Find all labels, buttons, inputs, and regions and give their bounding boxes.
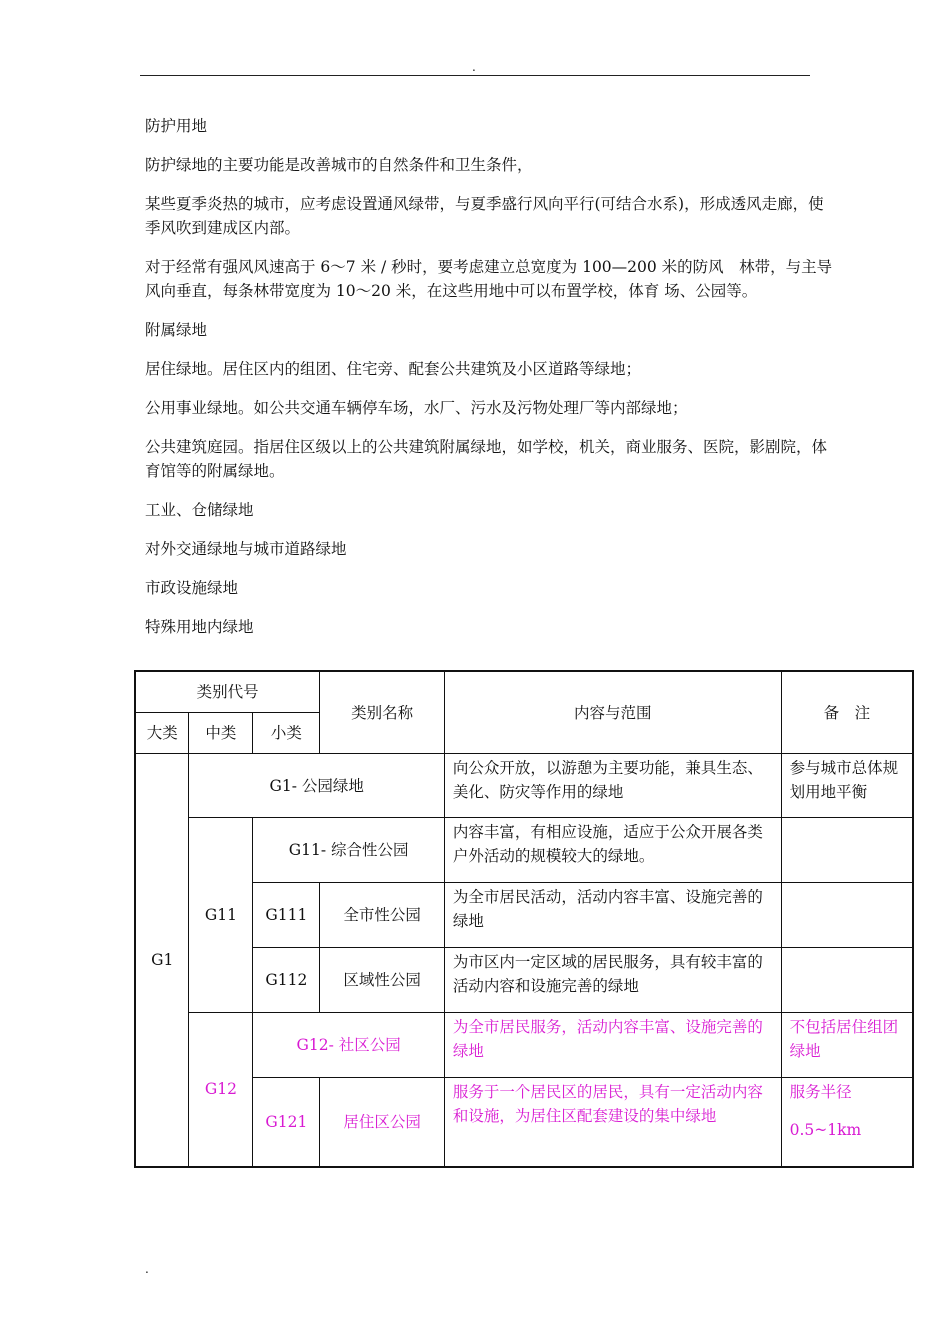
classification-table (134, 670, 914, 1168)
cell-name: 居住区公园 (320, 1078, 445, 1167)
cell-g12-code: G12 (189, 1013, 253, 1167)
heading-protective-land: 防护用地 (145, 117, 208, 135)
header-rule (140, 75, 810, 76)
header-minor: 小类 (253, 713, 320, 754)
header-dot: . (472, 60, 476, 74)
cell-content: 为全市居民活动，活动内容丰富、设施完善的绿地 (444, 883, 781, 948)
header-middle: 中类 (189, 713, 253, 754)
table-header-row (135, 671, 913, 713)
cell-content: 为全市居民服务，活动内容丰富、设施完善的绿地 (444, 1013, 781, 1078)
document-body (145, 114, 835, 654)
paragraph: 居住绿地。居住区内的组团、住宅旁、配套公共建筑及小区道路等绿地； (145, 360, 642, 378)
note-radius-value: 0.5~1km (789, 1121, 862, 1139)
list-item: 工业、仓储绿地 (145, 501, 254, 519)
cell-note (781, 948, 913, 1013)
cell-note: 不包括居住组团绿地 (781, 1013, 913, 1078)
list-item: 特殊用地内绿地 (145, 618, 254, 636)
cell-name: 全市性公园 (320, 883, 445, 948)
paragraph: 对于经常有强风风速高于 6～7 米 / 秒时，要考虑建立总宽度为 100—200 米的防风 林带，与主导风向垂直，每条林带宽度为 10～20 米，在这些用地中可以布置学校，体育 场、公园等。 (145, 258, 833, 300)
list-item: 对外交通绿地与城市道路绿地 (145, 540, 347, 558)
cell-name: G1- 公园绿地 (189, 754, 444, 818)
header-content: 内容与范围 (444, 671, 781, 754)
header-code: 类别代号 (135, 671, 320, 713)
cell-name: G12- 社区公园 (253, 1013, 445, 1078)
cell-note: 参与城市总体规划用地平衡 (781, 754, 913, 818)
cell-note (781, 818, 913, 883)
header-name: 类别名称 (320, 671, 445, 754)
cell-name: 区域性公园 (320, 948, 445, 1013)
table-row (135, 754, 913, 818)
paragraph: 防护绿地的主要功能是改善城市的自然条件和卫生条件， (145, 156, 533, 174)
table-row (135, 818, 913, 883)
paragraph: 公共建筑庭园。指居住区级以上的公共建筑附属绿地，如学校，机关，商业服务、医院，影剧院，体育馆等的附属绿地。 (145, 438, 828, 480)
cell-g11-code: G11 (189, 818, 253, 1013)
list-item: 市政设施绿地 (145, 579, 239, 597)
cell-g1-code: G1 (135, 754, 189, 1167)
header-major: 大类 (135, 713, 189, 754)
cell-note (781, 1078, 913, 1167)
paragraph: 某些夏季炎热的城市，应考虑设置通风绿带，与夏季盛行风向平行(可结合水系)，形成透风走廊，使季风吹到建成区内部。 (145, 195, 824, 237)
cell-content: 服务于一个居民区的居民，具有一定活动内容和设施，为居住区配套建设的集中绿地 (444, 1078, 781, 1167)
cell-code: G111 (253, 883, 320, 948)
cell-content: 向公众开放，以游憩为主要功能，兼具生态、美化、防灾等作用的绿地 (444, 754, 781, 818)
paragraph: 公用事业绿地。如公共交通车辆停车场，水厂、污水及污物处理厂等内部绿地； (145, 399, 688, 417)
cell-note (781, 883, 913, 948)
footer-dot: . (145, 1262, 149, 1276)
cell-code: G112 (253, 948, 320, 1013)
table-row (135, 1013, 913, 1078)
heading-attached-green: 附属绿地 (145, 321, 208, 339)
header-note: 备 注 (781, 671, 913, 754)
cell-name: G11- 综合性公园 (253, 818, 445, 883)
cell-content: 内容丰富，有相应设施，适应于公众开展各类户外活动的规模较大的绿地。 (444, 818, 781, 883)
cell-code: G121 (253, 1078, 320, 1167)
cell-content: 为市区内一定区域的居民服务，具有较丰富的活动内容和设施完善的绿地 (444, 948, 781, 1013)
note-service-radius: 服务半径 (789, 1083, 852, 1101)
